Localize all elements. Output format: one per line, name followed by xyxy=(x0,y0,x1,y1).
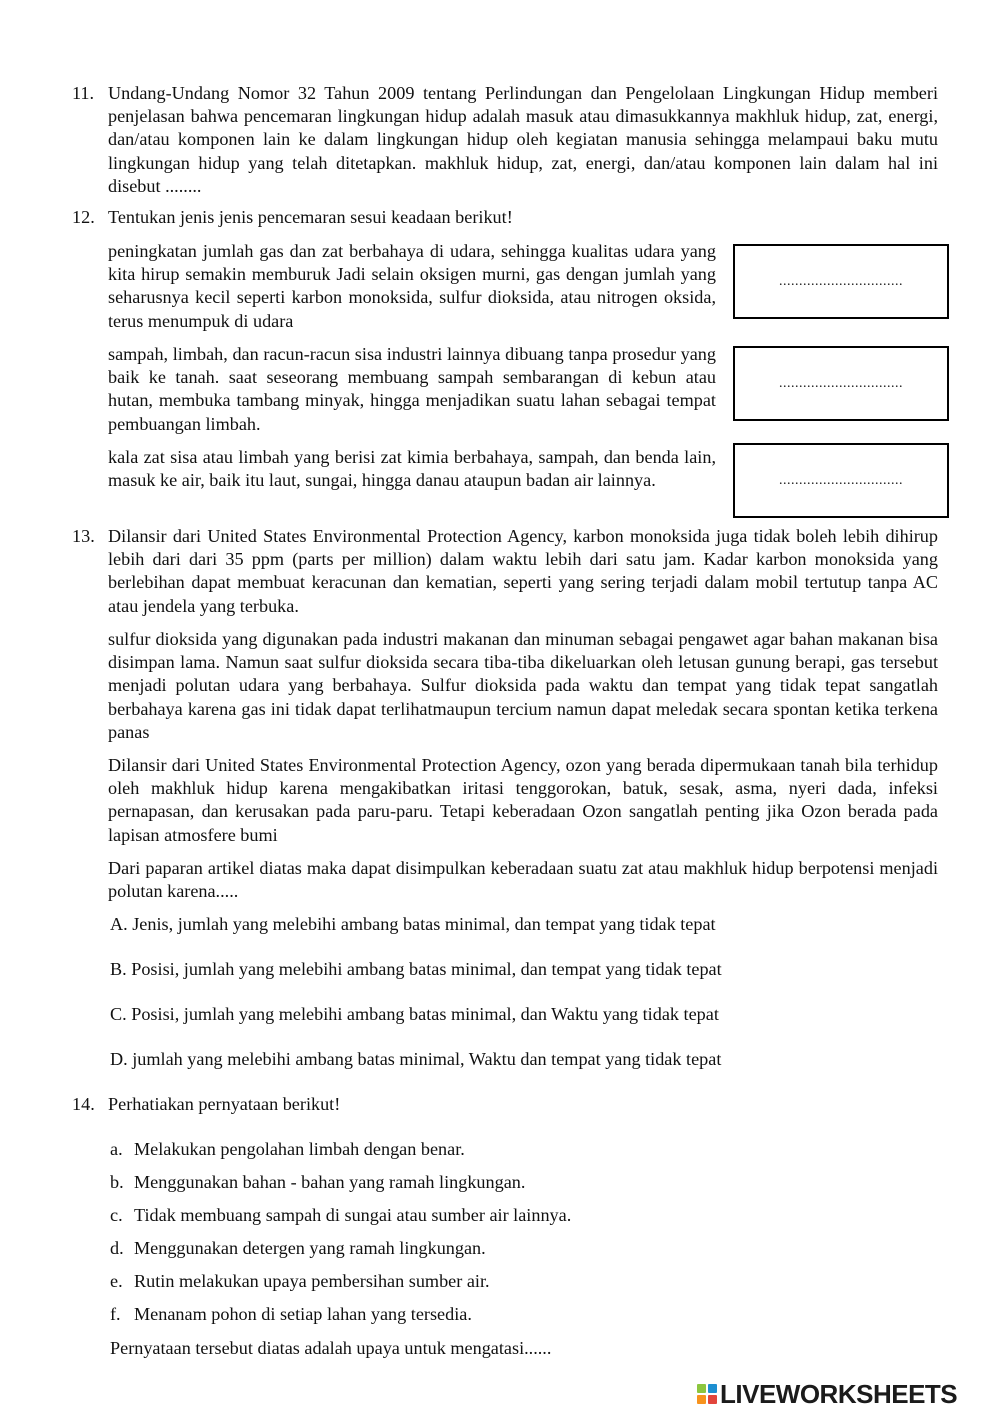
statement-text: Menggunakan bahan - bahan yang ramah lingkungan. xyxy=(134,1172,526,1192)
option-d[interactable]: D. jumlah yang melebihi ambang batas minimal, Waktu dan tempat yang tidak tepat xyxy=(110,1049,722,1069)
statement-label: c. xyxy=(110,1205,123,1225)
logo-text: LIVEWORKSHEETS xyxy=(720,1379,958,1409)
answer-placeholder: ............................... xyxy=(779,273,903,289)
question-number: 12. xyxy=(72,207,95,227)
statement-text: Tidak membuang sampah di sungai atau sumber air lainnya. xyxy=(134,1205,572,1225)
statement-text: Menanam pohon di setiap lahan yang tersedia. xyxy=(134,1304,472,1324)
statement-text: Menggunakan detergen yang ramah lingkungan. xyxy=(134,1238,486,1258)
statement-label: d. xyxy=(110,1238,124,1258)
statement-label: e. xyxy=(110,1271,123,1291)
statement-item xyxy=(110,1138,465,1161)
logo-square xyxy=(708,1395,717,1404)
answer-box-1[interactable] xyxy=(733,244,949,319)
question-paragraph: Dilansir dari United States Environmental Protection Agency, karbon monoksida juga tidak boleh lebih dihirup lebih dari dari 35 ppm (parts per million) dalam waktu lebih dari satu jam. Kadar karbon monoksida yang berlebihan dapat membuat keracunan dan kematian, seperti yang sering terjadi dalam mobil tertutup tanpa AC atau jendela yang terbuka. xyxy=(108,526,938,616)
statement-text: Rutin melakukan upaya pembersihan sumber air. xyxy=(134,1271,490,1291)
scenario-1-text: peningkatan jumlah gas dan zat berbahaya di udara, sehingga kualitas udara yang kita hirup semakin memburuk Jadi selain oksigen murni, gas dengan jumlah yang seharusnya kecil seperti karbon monoksida, sulfur dioksida, atau nitrogen oksida, terus menumpuk di udara xyxy=(108,241,716,331)
answer-box-2[interactable] xyxy=(733,346,949,421)
statement-item xyxy=(110,1171,525,1194)
statement-item xyxy=(110,1204,571,1227)
question-prompt: Perhatiakan pernyataan berikut! xyxy=(108,1094,341,1114)
question-14 xyxy=(72,1093,938,1116)
logo-mark-icon xyxy=(697,1384,717,1404)
answer-placeholder: ............................... xyxy=(779,472,903,488)
closing-prompt: Pernyataan tersebut diatas adalah upaya untuk mengatasi...... xyxy=(110,1338,552,1358)
question-text: Undang-Undang Nomor 32 Tahun 2009 tentang Perlindungan dan Pengelolaan Lingkungan Hidup memberi penjelasan bahwa pencemaran lingkungan hidup adalah masuk atau dimasukkannya makhluk hidup, zat, energi, dan/atau komponen lain ke dalam lingkungan hidup oleh kegiatan manusia sehingga melampaui baku mutu lingkungan hidup yang telah ditetapkan. makhluk hidup, zat, energi, dan/atau komponen lain dalam hal ini disebut ........ xyxy=(108,83,938,196)
statement-label: a. xyxy=(110,1139,123,1159)
answer-box-3[interactable] xyxy=(733,443,949,518)
logo-square xyxy=(697,1395,706,1404)
question-paragraph: sulfur dioksida yang digunakan pada industri makanan dan minuman sebagai pengawet agar bahan makanan bisa disimpan lama. Namun saat sulfur dioksida secara tiba-tiba dikeluarkan oleh letusan gunung berapi, gas tersebut menjadi polutan udara yang berbahaya. Sulfur dioksida pada waktu dan tempat yang tidak tepat sangatlah berbahaya karena gas ini tidak dapat terlihatmaupun tercium namun dapat meledak secara spontan ketika terkena panas xyxy=(108,629,938,742)
question-number: 11. xyxy=(72,83,95,103)
answer-placeholder: ............................... xyxy=(779,375,903,391)
question-12 xyxy=(72,206,938,229)
statement-label: b. xyxy=(110,1172,124,1192)
option-a[interactable]: A. Jenis, jumlah yang melebihi ambang batas minimal, dan tempat yang tidak tepat xyxy=(110,914,716,934)
question-prompt: Tentukan jenis jenis pencemaran sesui keadaan berikut! xyxy=(108,207,513,227)
question-paragraph: Dari paparan artikel diatas maka dapat disimpulkan keberadaan suatu zat atau makhluk hidup berpotensi menjadi polutan karena..... xyxy=(108,858,938,902)
question-number: 14. xyxy=(72,1094,95,1114)
statement-label: f. xyxy=(110,1304,121,1324)
statement-item xyxy=(110,1270,490,1293)
question-paragraph: Dilansir dari United States Environmental Protection Agency, ozon yang berada dipermukaan tanah bila terhidup oleh makhluk hidup karena mengakibatkan iritasi tenggorokan, batuk, sesak, asma, nyeri dada, infeksi pernapasan, dan kerusakan pada paru-paru. Tetapi keberadaan Ozon sangatlah penting jika Ozon berada pada lapisan atmosfere bumi xyxy=(108,755,938,845)
question-number: 13. xyxy=(72,526,95,546)
question-11 xyxy=(72,82,938,198)
option-b[interactable]: B. Posisi, jumlah yang melebihi ambang batas minimal, dan tempat yang tidak tepat xyxy=(110,959,722,979)
logo-square xyxy=(697,1384,706,1393)
scenario-2-text: sampah, limbah, dan racun-racun sisa industri lainnya dibuang tanpa prosedur yang baik ke tanah. saat seseorang membuang sampah sembarangan di kebun atau hutan, membuka tambang minyak, hingga menjadikan suatu lahan sebagai tempat pembuangan limbah. xyxy=(108,344,716,434)
question-13 xyxy=(72,525,938,618)
liveworksheets-logo[interactable] xyxy=(697,1379,993,1409)
logo-square xyxy=(708,1384,717,1393)
statement-item xyxy=(110,1237,486,1260)
statement-text: Melakukan pengolahan limbah dengan benar. xyxy=(134,1139,465,1159)
statement-item xyxy=(110,1303,472,1326)
option-c[interactable]: C. Posisi, jumlah yang melebihi ambang batas minimal, dan Waktu yang tidak tepat xyxy=(110,1004,719,1024)
scenario-3-text: kala zat sisa atau limbah yang berisi zat kimia berbahaya, sampah, dan benda lain, masuk ke air, baik itu laut, sungai, hingga danau ataupun badan air lainnya. xyxy=(108,447,716,491)
